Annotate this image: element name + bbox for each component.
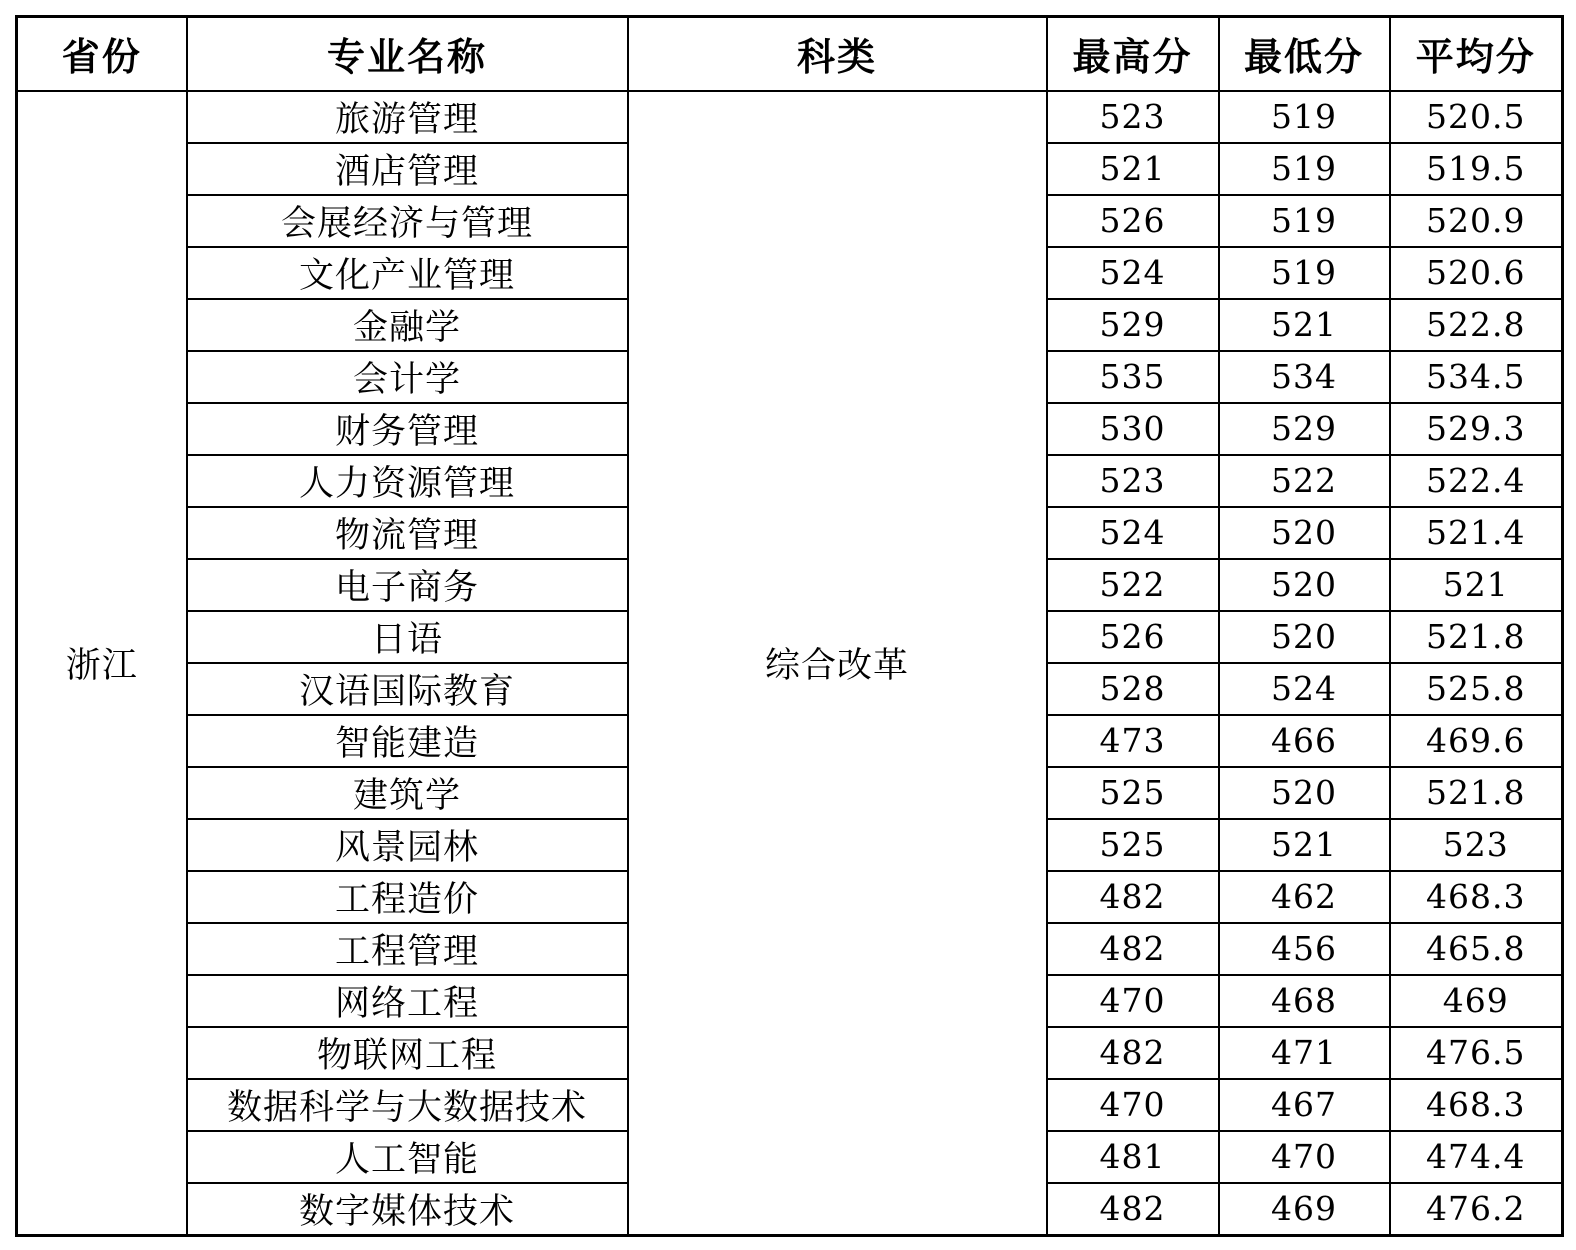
max-score-cell: 530 bbox=[1047, 403, 1219, 455]
avg-score-cell: 521 bbox=[1390, 559, 1563, 611]
province-cell: 浙江 bbox=[17, 91, 187, 1236]
major-cell: 日语 bbox=[187, 611, 628, 663]
table-body bbox=[17, 91, 1563, 1236]
avg-score-cell: 521.8 bbox=[1390, 767, 1563, 819]
major-cell: 人工智能 bbox=[187, 1131, 628, 1183]
min-score-cell: 456 bbox=[1219, 923, 1390, 975]
min-score-cell: 469 bbox=[1219, 1183, 1390, 1236]
major-cell: 电子商务 bbox=[187, 559, 628, 611]
avg-score-cell: 476.5 bbox=[1390, 1027, 1563, 1079]
max-score-cell: 526 bbox=[1047, 195, 1219, 247]
avg-score-cell: 520.6 bbox=[1390, 247, 1563, 299]
min-score-cell: 519 bbox=[1219, 143, 1390, 195]
major-cell: 会计学 bbox=[187, 351, 628, 403]
min-score-cell: 519 bbox=[1219, 247, 1390, 299]
max-score-cell: 525 bbox=[1047, 767, 1219, 819]
max-score-cell: 523 bbox=[1047, 455, 1219, 507]
min-score-cell: 471 bbox=[1219, 1027, 1390, 1079]
max-score-cell: 482 bbox=[1047, 1183, 1219, 1236]
major-cell: 人力资源管理 bbox=[187, 455, 628, 507]
max-score-cell: 523 bbox=[1047, 91, 1219, 143]
min-score-cell: 468 bbox=[1219, 975, 1390, 1027]
avg-score-cell: 521.4 bbox=[1390, 507, 1563, 559]
category-cell: 综合改革 bbox=[628, 91, 1047, 1236]
header-row bbox=[17, 17, 1563, 91]
avg-score-cell: 520.9 bbox=[1390, 195, 1563, 247]
max-score-cell: 524 bbox=[1047, 507, 1219, 559]
major-cell: 网络工程 bbox=[187, 975, 628, 1027]
avg-score-cell: 521.8 bbox=[1390, 611, 1563, 663]
avg-score-cell: 469 bbox=[1390, 975, 1563, 1027]
major-cell: 汉语国际教育 bbox=[187, 663, 628, 715]
major-cell: 物联网工程 bbox=[187, 1027, 628, 1079]
max-score-cell: 522 bbox=[1047, 559, 1219, 611]
major-cell: 工程管理 bbox=[187, 923, 628, 975]
major-cell: 金融学 bbox=[187, 299, 628, 351]
min-score-cell: 470 bbox=[1219, 1131, 1390, 1183]
avg-score-cell: 520.5 bbox=[1390, 91, 1563, 143]
header-province: 省份 bbox=[17, 17, 187, 91]
major-cell: 物流管理 bbox=[187, 507, 628, 559]
major-cell: 建筑学 bbox=[187, 767, 628, 819]
avg-score-cell: 476.2 bbox=[1390, 1183, 1563, 1236]
header-major: 专业名称 bbox=[187, 17, 628, 91]
max-score-cell: 526 bbox=[1047, 611, 1219, 663]
avg-score-cell: 529.3 bbox=[1390, 403, 1563, 455]
header-max-score: 最高分 bbox=[1047, 17, 1219, 91]
avg-score-cell: 465.8 bbox=[1390, 923, 1563, 975]
major-cell: 风景园林 bbox=[187, 819, 628, 871]
min-score-cell: 520 bbox=[1219, 767, 1390, 819]
min-score-cell: 521 bbox=[1219, 819, 1390, 871]
max-score-cell: 482 bbox=[1047, 871, 1219, 923]
major-cell: 旅游管理 bbox=[187, 91, 628, 143]
max-score-cell: 482 bbox=[1047, 923, 1219, 975]
avg-score-cell: 525.8 bbox=[1390, 663, 1563, 715]
min-score-cell: 519 bbox=[1219, 91, 1390, 143]
avg-score-cell: 519.5 bbox=[1390, 143, 1563, 195]
header-min-score: 最低分 bbox=[1219, 17, 1390, 91]
min-score-cell: 462 bbox=[1219, 871, 1390, 923]
major-cell: 数字媒体技术 bbox=[187, 1183, 628, 1236]
header-category: 科类 bbox=[628, 17, 1047, 91]
max-score-cell: 470 bbox=[1047, 975, 1219, 1027]
max-score-cell: 525 bbox=[1047, 819, 1219, 871]
max-score-cell: 535 bbox=[1047, 351, 1219, 403]
max-score-cell: 524 bbox=[1047, 247, 1219, 299]
min-score-cell: 521 bbox=[1219, 299, 1390, 351]
avg-score-cell: 474.4 bbox=[1390, 1131, 1563, 1183]
avg-score-cell: 468.3 bbox=[1390, 871, 1563, 923]
major-cell: 财务管理 bbox=[187, 403, 628, 455]
major-cell: 智能建造 bbox=[187, 715, 628, 767]
min-score-cell: 519 bbox=[1219, 195, 1390, 247]
admission-score-table bbox=[15, 15, 1564, 1237]
major-cell: 会展经济与管理 bbox=[187, 195, 628, 247]
header-avg-score: 平均分 bbox=[1390, 17, 1563, 91]
avg-score-cell: 523 bbox=[1390, 819, 1563, 871]
max-score-cell: 470 bbox=[1047, 1079, 1219, 1131]
avg-score-cell: 522.8 bbox=[1390, 299, 1563, 351]
table-header bbox=[17, 17, 1563, 91]
min-score-cell: 522 bbox=[1219, 455, 1390, 507]
avg-score-cell: 534.5 bbox=[1390, 351, 1563, 403]
max-score-cell: 481 bbox=[1047, 1131, 1219, 1183]
min-score-cell: 529 bbox=[1219, 403, 1390, 455]
avg-score-cell: 522.4 bbox=[1390, 455, 1563, 507]
major-cell: 文化产业管理 bbox=[187, 247, 628, 299]
max-score-cell: 529 bbox=[1047, 299, 1219, 351]
table-row bbox=[17, 91, 1563, 143]
major-cell: 工程造价 bbox=[187, 871, 628, 923]
min-score-cell: 520 bbox=[1219, 507, 1390, 559]
max-score-cell: 482 bbox=[1047, 1027, 1219, 1079]
min-score-cell: 467 bbox=[1219, 1079, 1390, 1131]
min-score-cell: 466 bbox=[1219, 715, 1390, 767]
min-score-cell: 534 bbox=[1219, 351, 1390, 403]
max-score-cell: 473 bbox=[1047, 715, 1219, 767]
min-score-cell: 520 bbox=[1219, 611, 1390, 663]
min-score-cell: 520 bbox=[1219, 559, 1390, 611]
max-score-cell: 528 bbox=[1047, 663, 1219, 715]
max-score-cell: 521 bbox=[1047, 143, 1219, 195]
major-cell: 酒店管理 bbox=[187, 143, 628, 195]
min-score-cell: 524 bbox=[1219, 663, 1390, 715]
avg-score-cell: 469.6 bbox=[1390, 715, 1563, 767]
major-cell: 数据科学与大数据技术 bbox=[187, 1079, 628, 1131]
avg-score-cell: 468.3 bbox=[1390, 1079, 1563, 1131]
